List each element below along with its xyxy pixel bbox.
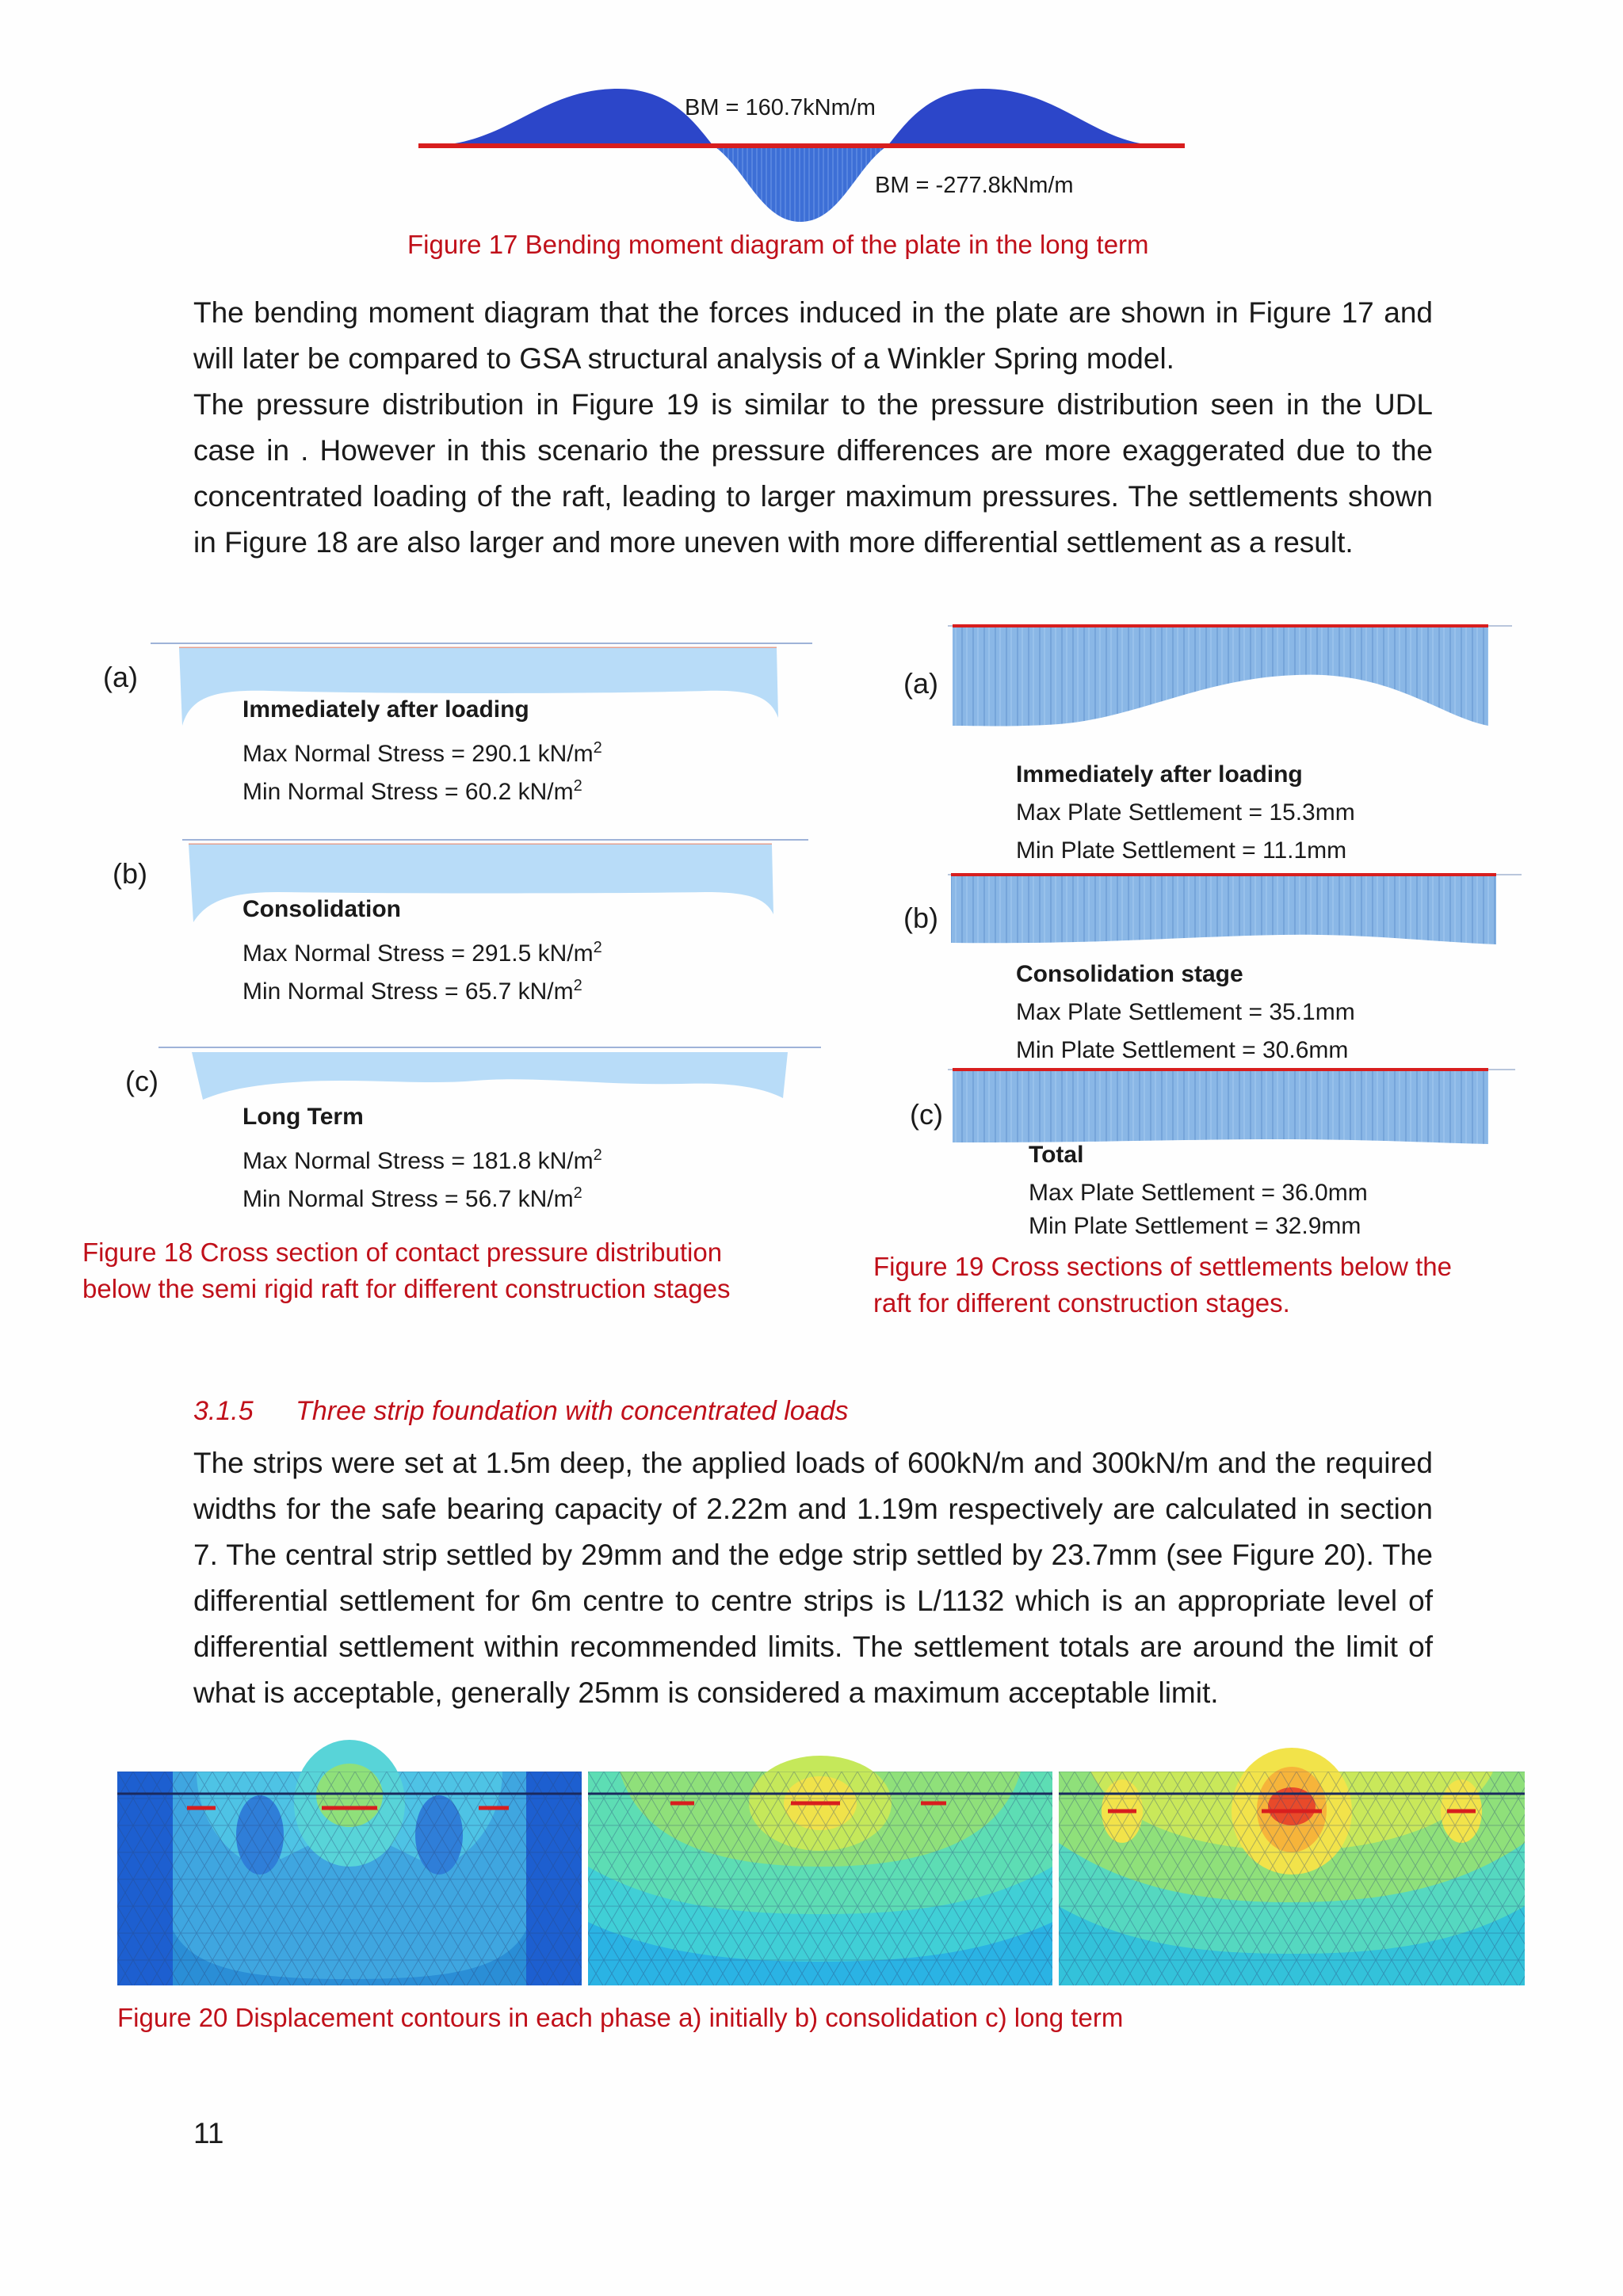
figure-20-caption: Figure 20 Displacement contours in each phase a) initially b) consolidation c) long term — [117, 2003, 1124, 2032]
fig19-max-c: Max Plate Settlement = 36.0mm — [1029, 1180, 1368, 1206]
settlement-diagram-b — [948, 871, 1526, 951]
displacement-contour-consolidation — [588, 1772, 1052, 1985]
fig19-title-a: Immediately after loading — [1016, 761, 1303, 788]
bm-negative — [713, 146, 888, 222]
page-number: 11 — [193, 2117, 224, 2149]
fig18-min-c: Min Normal Stress = 56.7 $kN/m^2$ — [242, 1184, 582, 1212]
fig19-max-b: Max Plate Settlement = 35.1mm — [1016, 999, 1355, 1025]
fig18-max-b: Max Normal Stress = 291.5 $kN/m^2$ — [242, 939, 602, 967]
fig19-title-b: Consolidation stage — [1016, 961, 1243, 987]
fig18-title-a: Immediately after loading — [242, 696, 529, 723]
fig18-letter-b: (b) — [113, 857, 147, 890]
fig18-max-c: Max Normal Stress = 181.8 $kN/m^2$ — [242, 1146, 602, 1174]
fig19-title-c: Total — [1029, 1142, 1084, 1168]
paragraph-bending-moment: The bending moment diagram that the forces induced in the plate are shown in Figure 17 and will later be compared to GSA structural analysis of a Winkler Spring model. — [193, 296, 1433, 375]
fig18-letter-a: (a) — [103, 661, 138, 693]
fig19-min-c: Min Plate Settlement = 32.9mm — [1029, 1213, 1361, 1239]
fig18-min-a: Min Normal Stress = 60.2 $kN/m^2$ — [242, 777, 582, 805]
displacement-contour-initial — [117, 1772, 582, 1985]
displacement-contour-long-term — [1059, 1772, 1525, 1985]
paragraph-strip-foundation: The strips were set at 1.5m deep, the applied loads of 600kN/m and 300kN/m and the required widths for the safe bearing capacity of 2.22m and 1.19m respectively are calculated in section 7. The central strip settled by 29mm and the edge strip settled by 23.7mm (see Figure 20). The differential settlement for 6m centre to centre strips is L/1132 which is an appropriate level of differential settlement within recommended limits. The settlement totals are around the limit of what is acceptable, generally 25mm is considered a maximum acceptable limit. — [193, 1447, 1433, 1709]
fig18-min-b: Min Normal Stress = 65.7 $kN/m^2$ — [242, 977, 582, 1005]
figure-17-caption: Figure 17 Bending moment diagram of the plate in the long term — [407, 230, 1149, 259]
figure-19-caption: Figure 19 Cross sections of settlements below the raft for different construction stages. — [873, 1252, 1453, 1318]
fig18-title-c: Long Term — [242, 1104, 364, 1130]
fig19-letter-b: (b) — [903, 902, 938, 934]
fig19-letter-a: (a) — [903, 667, 938, 700]
bm-positive-label: BM = 160.7kNm/m — [685, 95, 876, 120]
section-heading — [193, 1393, 849, 1429]
fig18-letter-c: (c) — [125, 1065, 158, 1097]
fig19-max-a: Max Plate Settlement = 15.3mm — [1016, 799, 1355, 826]
fig19-letter-c: (c) — [910, 1098, 943, 1131]
settlement-diagram-a — [948, 623, 1518, 734]
fig18-title-b: Consolidation — [242, 896, 401, 922]
paragraph-pressure-distribution: The pressure distribution in Figure 19 is similar to the pressure distribution seen in the UDL case in . However in this scenario the pressure differences are more exaggerated due to the concentrated loading of the raft, leading to larger maximum pressures. The settlements shown in Figure 18 are also larger and more uneven with more differential settlement as a result. — [193, 388, 1433, 559]
bm-positive-left — [428, 89, 713, 146]
bm-negative-label: BM = -277.8kNm/m — [875, 173, 1074, 198]
fig19-min-a: Min Plate Settlement = 11.1mm — [1016, 837, 1347, 864]
section-number: 3.1.5 — [193, 1396, 254, 1426]
bm-positive-right — [888, 89, 1165, 146]
fig18-max-a: Max Normal Stress = 290.1 $kN/m^2$ — [242, 739, 602, 767]
figure-18-caption: Figure 18 Cross section of contact pressure distribution below the semi rigid raft for different construction stages — [82, 1238, 731, 1303]
section-title: Three strip foundation with concentrated loads — [296, 1396, 849, 1426]
fig19-min-b: Min Plate Settlement = 30.6mm — [1016, 1037, 1349, 1063]
